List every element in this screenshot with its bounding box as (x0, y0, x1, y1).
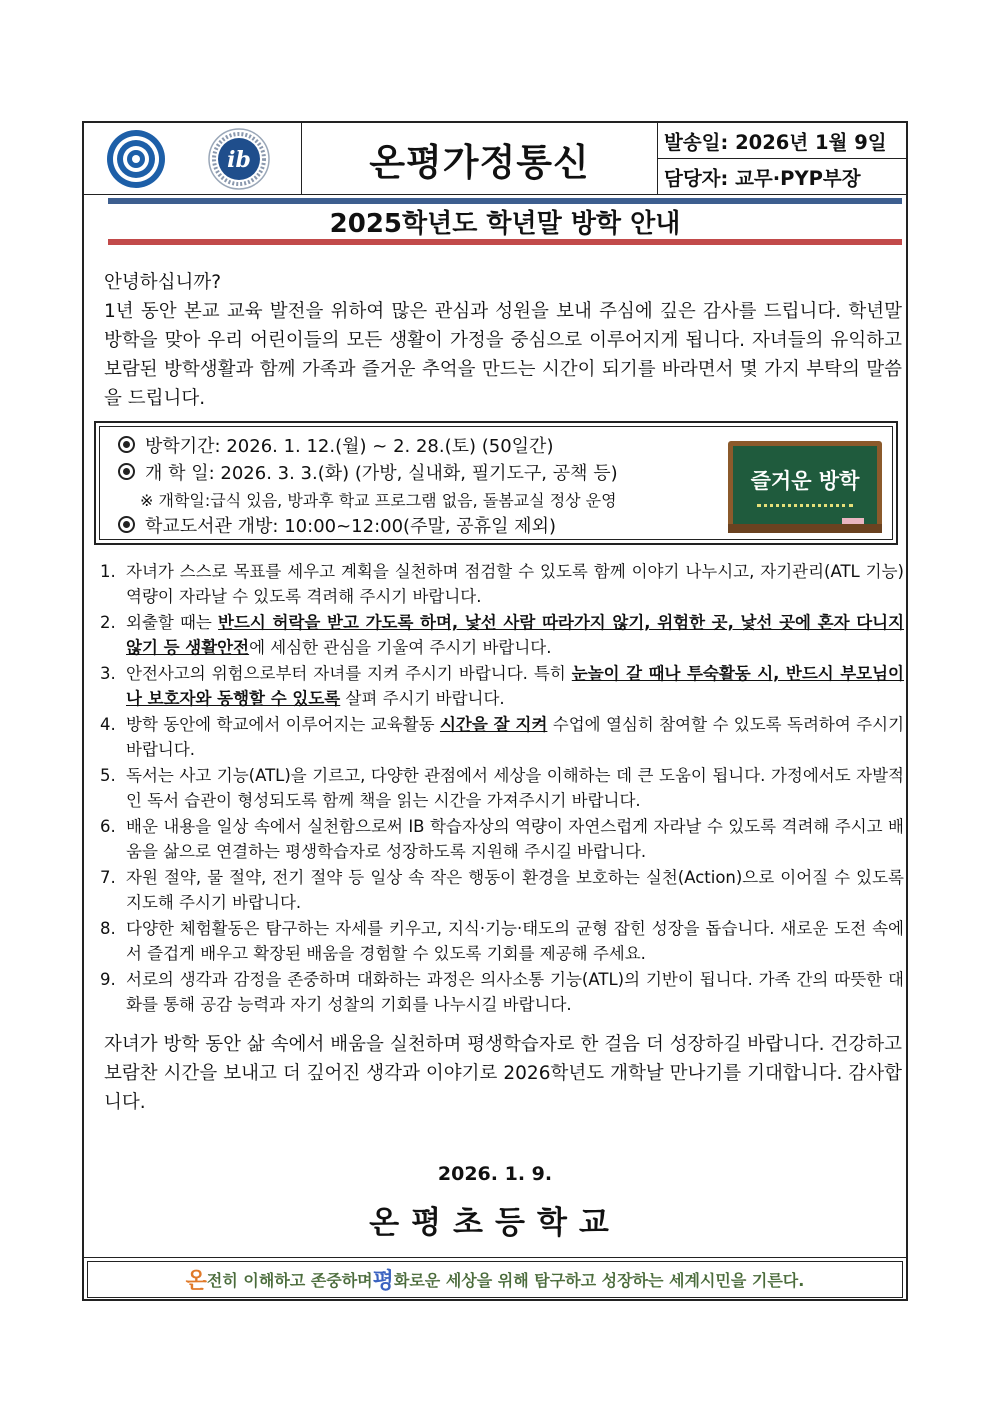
list-item (100, 865, 904, 915)
list-item-number: 5. (100, 766, 116, 785)
list-item-number: 6. (100, 817, 116, 836)
school-motto: 온 전히 이해하고 존중하며 평 화로운 세상을 위해 탐구하고 성장하는 세계시민을 기른다. (87, 1261, 903, 1298)
list-item-text: 에 세심한 관심을 기울여 주시기 바랍니다. (249, 638, 552, 657)
list-item-text: 외출할 때는 (126, 613, 219, 632)
closing-paragraph (90, 1030, 902, 1117)
list-item-number: 8. (100, 919, 116, 938)
send-date: 발송일: 2026년 1월 9일 (658, 123, 906, 159)
newsletter-title: 온평가정통신 (302, 123, 658, 195)
opening-note: ※ 개학일:급식 있음, 방과후 학교 프로그램 없음, 돌봄교실 정상 운영 (140, 491, 617, 510)
list-item (100, 661, 904, 711)
headline: 2025학년도 학년말 방학 안내 (329, 209, 681, 239)
list-item-number: 7. (100, 868, 116, 887)
list-item (100, 610, 904, 660)
list-item (100, 763, 904, 813)
list-item (100, 916, 904, 966)
list-item-text: 수업에 열심히 참여할 수 있도록 독려하여 주시기 바랍니다. (126, 715, 905, 759)
header-table (84, 123, 906, 195)
chalk-tray (728, 524, 882, 533)
chalkboard-image (728, 441, 882, 533)
list-item (100, 814, 904, 864)
list-item (100, 559, 904, 609)
logo-cell (84, 123, 302, 195)
list-item-text: 살펴 주시기 바랍니다. (340, 689, 505, 708)
motto-box (84, 1257, 906, 1301)
bullet-icon (118, 516, 135, 533)
intro-paragraph (90, 268, 902, 413)
ib-world-school-icon (206, 128, 272, 190)
school-emblem-icon (106, 129, 166, 189)
emphasized-text: 시간을 잘 지켜 (439, 715, 548, 734)
closing-body: 자녀가 방학 동안 삶 속에서 배움을 실천하며 평생학습자로 한 걸음 더 성장하길 바랍니다. 건강하고 보람찬 시간을 보내고 더 깊어진 생각과 이야기로 2026학년도 개학날 만나기를 기대합니다. 감사합니다. (104, 1034, 903, 1113)
list-item (100, 712, 904, 762)
document-frame (82, 121, 908, 1301)
list-item-text: 배운 내용을 일상 속에서 실천함으로써 IB 학습자상의 역량이 자연스럽게 자라날 수 있도록 격려해 주시고 배움을 삶으로 연결하는 평생학습자로 성장하도록 지원해 주시길 바랍니다. (126, 817, 904, 861)
greeting: 안녕하십니까? (104, 272, 222, 293)
list-item-number: 9. (100, 970, 116, 989)
chalkboard-surface (733, 446, 877, 524)
list-item-text: 독서는 사고 기능(ATL)을 기르고, 다양한 관점에서 세상을 이해하는 데 큰 도움이 됩니다. 가정에서도 자발적인 독서 습관이 형성되도록 함께 책을 읽는 시간을 가져주시기 바랍니다. (126, 766, 904, 810)
list-item-text: 자녀가 스스로 목표를 세우고 계획을 실천하며 점검할 수 있도록 함께 이야기 나누시고, 자기관리(ATL 기능) 역량이 자라날 수 있도록 격려해 주시기 바랍니다. (126, 562, 904, 606)
headline-band-bottom (108, 239, 902, 245)
opening-day: 개 학 일: 2026. 3. 3.(화) (가방, 실내화, 필기도구, 공책 등) (118, 462, 618, 486)
intro-body: 1년 동안 본교 교육 발전을 위하여 많은 관심과 성원을 보내 주심에 깊은 감사를 드립니다. 학년말 방학을 맞아 우리 어린이들의 모든 생활이 가정을 중심으로 이루어지게 됩니다. 자녀들의 유익하고 보람된 방학생활과 함께 가족과 즐거운 추억을 만드는 시간이 되기를 바라면서 몇 가지 부탁의 말씀을 드립니다. (104, 301, 902, 409)
emphasized-text: 눈놀이 갈 때나 투숙활동 시, 반드시 부모님이나 보호자와 동행할 수 있도록 (126, 664, 904, 708)
list-item-number: 3. (100, 664, 116, 683)
list-item-text: 안전사고의 위험으로부터 자녀를 지켜 주시기 바랍니다. 특히 (126, 664, 572, 683)
vacation-period: 방학기간: 2026. 1. 12.(월) ~ 2. 28.(토) (50일간) (118, 435, 553, 459)
list-item-number: 1. (100, 562, 116, 581)
list-item (100, 967, 904, 1017)
library-hours: 학교도서관 개방: 10:00~12:00(주말, 공휴일 제외) (118, 515, 556, 539)
list-item-text: 서로의 생각과 감정을 존중하며 대화하는 과정은 의사소통 기능(ATL)의 기반이 됩니다. 가족 간의 따뜻한 대화를 통해 공감 능력과 자기 성찰의 기회를 나누시길 바랍니다. (126, 970, 904, 1014)
list-item-number: 4. (100, 715, 116, 734)
list-item-number: 2. (100, 613, 116, 632)
bullet-icon (118, 463, 135, 480)
chalkboard-text: 즐거운 방학 (750, 469, 860, 493)
chalk-line (757, 504, 853, 507)
bullet-icon (118, 436, 135, 453)
emphasized-text: 반드시 허락을 받고 가도록 하며, 낯선 사람 따라가지 않기, 위험한 곳, 낯선 곳에 혼자 다니지 않기 등 생활안전 (126, 613, 905, 657)
school-name: 온평초등학교 (369, 1205, 621, 1241)
meta-cell (658, 123, 906, 195)
request-list (100, 559, 904, 1018)
list-item-text: 자원 절약, 물 절약, 전기 절약 등 일상 속 작은 행동이 환경을 보호하는 실천(Action)으로 이어질 수 있도록 지도해 주시기 바랍니다. (126, 868, 904, 912)
manager: 담당자: 교무·PYP부장 (664, 167, 861, 190)
svg-text:ib: ib (227, 147, 251, 173)
list-item-text: 다양한 체험활동은 탐구하는 자세를 키우고, 지식·기능·태도의 균형 잡힌 성장을 돕습니다. 새로운 도전 속에서 즐겁게 배우고 확장된 배움을 경험할 수 있도록 기회를 제공해 주세요. (126, 919, 904, 963)
list-item-text: 방학 동안에 학교에서 이루어지는 교육활동 (126, 715, 440, 734)
issue-date: 2026. 1. 9. (437, 1163, 553, 1185)
schedule-box (94, 421, 898, 545)
schedule-box-inner (99, 426, 893, 540)
